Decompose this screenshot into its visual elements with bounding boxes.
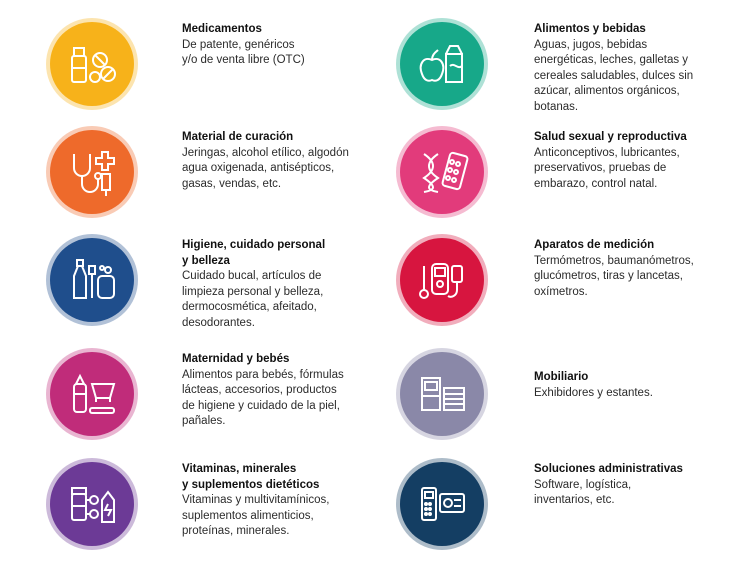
- category-soluciones-administrativas: [400, 462, 738, 572]
- category-title: Vitaminas, minerales y suplementos dietéticos: [182, 463, 320, 491]
- dna-icon: [414, 144, 470, 200]
- measurement-icon: [414, 252, 470, 308]
- category-badge: [400, 130, 484, 214]
- category-description: Jeringas, alcohol etílico, algodón agua oxigenada, antisépticos, gasas, vendas, etc.: [182, 146, 349, 190]
- category-vitaminas: [50, 462, 410, 572]
- category-text: [182, 238, 382, 331]
- category-description: Anticonceptivos, lubricantes, preservativos, pruebas de embarazo, control natal.: [534, 146, 680, 190]
- food-icon: [414, 36, 470, 92]
- category-text: [534, 370, 724, 401]
- vitamins-icon: [64, 476, 120, 532]
- category-text: [182, 22, 382, 69]
- category-mobiliario: [400, 352, 738, 462]
- category-title: Mobiliario: [534, 371, 589, 383]
- category-title: Medicamentos: [182, 23, 262, 35]
- category-alimentos: [400, 22, 738, 132]
- category-text: [534, 238, 724, 300]
- category-title: Alimentos y bebidas: [534, 23, 646, 35]
- category-text: [182, 462, 382, 540]
- category-text: [534, 22, 724, 115]
- category-material-curacion: [50, 130, 410, 240]
- category-description: Alimentos para bebés, fórmulas lácteas, accesorios, productos de higiene y cuidado de la piel, pañales.: [182, 368, 344, 427]
- terminal-icon: [414, 476, 470, 532]
- category-description: Exhibidores y estantes.: [534, 386, 653, 399]
- category-higiene: [50, 238, 410, 348]
- first-aid-icon: [64, 144, 120, 200]
- category-badge: [400, 238, 484, 322]
- category-title: Material de curación: [182, 131, 294, 143]
- category-description: Cuidado bucal, artículos de limpieza personal y belleza, dermocosmética, afeitado, desodorantes.: [182, 270, 324, 329]
- category-text: [534, 130, 724, 192]
- category-text: [534, 462, 724, 509]
- category-badge: [50, 462, 134, 546]
- hygiene-icon: [64, 252, 120, 308]
- category-aparatos-medicion: [400, 238, 738, 348]
- category-maternidad: [50, 352, 410, 462]
- category-title: Higiene, cuidado personal y belleza: [182, 239, 326, 267]
- category-text: [182, 352, 382, 430]
- category-badge: [50, 130, 134, 214]
- category-description: De patente, genéricos y/o de venta libre (OTC): [182, 38, 305, 66]
- medicine-icon: [64, 36, 120, 92]
- furniture-icon: [414, 366, 470, 422]
- category-text: [182, 130, 382, 192]
- category-title: Salud sexual y reproductiva: [534, 131, 687, 143]
- category-description: Termómetros, baumanómetros, glucómetros, tiras y lancetas, oxímetros.: [534, 254, 694, 298]
- category-description: Software, logística, inventarios, etc.: [534, 478, 632, 506]
- category-badge: [50, 22, 134, 106]
- baby-icon: [64, 366, 120, 422]
- category-badge: [400, 462, 484, 546]
- category-title: Soluciones administrativas: [534, 463, 683, 475]
- category-title: Maternidad y bebés: [182, 353, 290, 365]
- category-badge: [400, 352, 484, 436]
- category-description: Aguas, jugos, bebidas energéticas, leches, galletas y cereales saludables, dulces sin azúcar, alimentos orgánicos, botanas.: [534, 38, 694, 113]
- category-title: Aparatos de medición: [534, 239, 655, 251]
- category-medicamentos: [50, 22, 410, 132]
- category-description: Vitaminas y multivitamínicos, suplementos alimenticios, proteínas, minerales.: [182, 494, 330, 537]
- category-badge: [50, 352, 134, 436]
- category-badge: [400, 22, 484, 106]
- category-salud-sexual: [400, 130, 738, 240]
- category-badge: [50, 238, 134, 322]
